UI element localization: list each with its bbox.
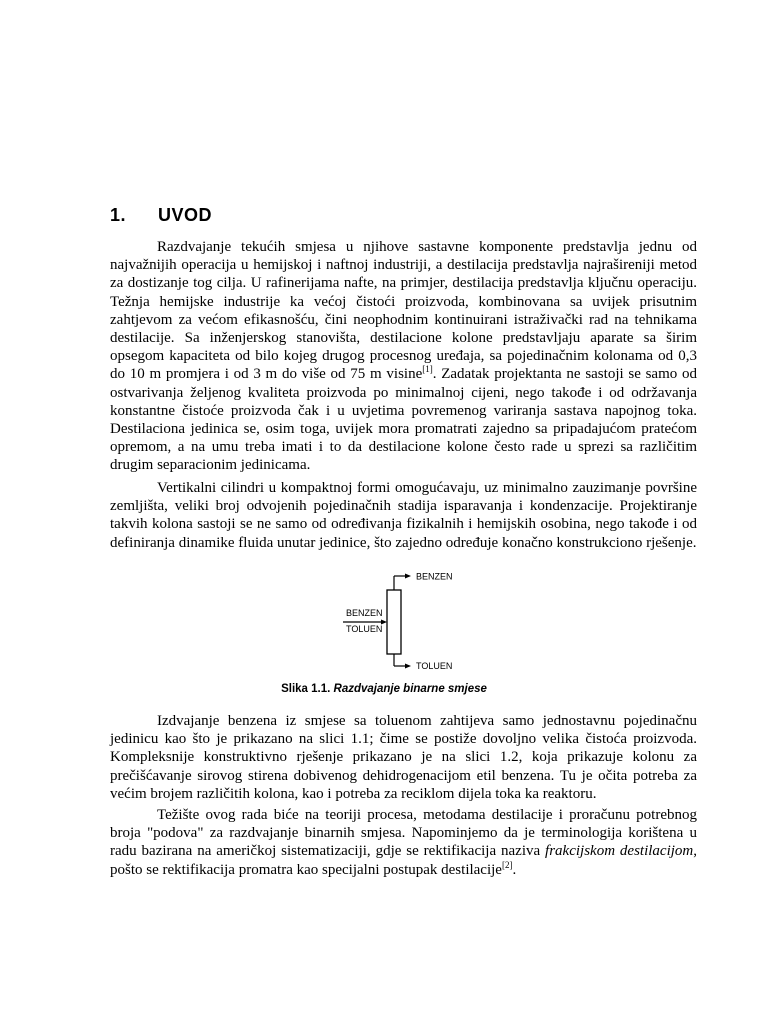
figure-distillation-column	[330, 565, 480, 675]
paragraph-4-text: Težište ovog rada biće na teoriji procesa, metodama destilacije i proračunu potrebnog broja "podova" za razdvajanje binarnih smjesa. Napominjemo da je terminologija korištena u radu bazirana na američkoj sistematizaciji, gdje se rektifikacija naziva	[110, 807, 697, 860]
paragraph-4-text-end: .	[512, 861, 517, 878]
section-title: UVOD	[158, 205, 213, 225]
paragraph-1-text: Razdvajanje tekućih smjesa u njihove sastavne komponente predstavlja jednu od najvažnijih operacija u hemijskoj i naftnoj industriji, a destilacija predstavlja najrašireniji metod za dostizanje tog cilja. U rafinerijama nafte, na primjer, destilacija predstavlja ključnu operaciju. Težnja hemijske industrije ka većoj čistoći proizvoda, kombinovana sa uvijek prisutnim zahtjevom za većom efikasnošću, čini neophodnim kontinuirani istraživački rad na tehnikama destilacije. Sa inženjerskog stanovišta, destilacione kolone predstavljaju aparate sa širim opsegom kapaciteta od bilo kojeg drugog procesnog uređaja, sa pojedinačnim kolonama od 0,3 do 10 m promjera i od 3 m do više od 75 m visine	[110, 239, 697, 383]
column-diagram	[330, 565, 480, 675]
caption-label: Slika 1.1.	[281, 683, 331, 695]
label-top-product: BENZEN	[416, 571, 453, 582]
figure-caption	[0, 683, 768, 695]
paragraph-1-text-cont: . Zadatak projektanta ne sastoji se samo od ostvarivanja željenog kvaliteta proizvoda po minimalnoj cijeni, nego takođe i od održavanja konstantne čistoće proizvoda čak i u uvjetima povremenog variranja sastava napojnog toka. Destilaciona jedinica se, osim toga, uvijek mora promatrati zajedno sa pripadajućom pratećom opremom, a na umu treba imati i to da destilacione kolone često rade u sprezi sa različitim drugim separacionim jedinicama.	[110, 366, 697, 474]
label-feed-toluen: TOLUEN	[346, 624, 383, 634]
column-body	[387, 590, 401, 654]
label-bottom-product: TOLUEN	[416, 661, 453, 671]
paragraph-1	[110, 238, 697, 475]
paragraph-2: Vertikalni cilindri u kompaktnoj formi omogućavaju, uz minimalno zauzimanje površine zemljišta, veliki broj odvojenih pojedinačnih stadija isparavanja i kondenzacije. Projektiranje takvih kolona sastoji se ne samo od određivanja fizikalnih i hemijskih osobina, nego takođe i od definiranja dinamike fluida unutar jedinice, što zajedno određuje konačno konstrukciono rješenje.	[110, 480, 697, 551]
paragraph-3: Izdvajanje benzena iz smjese sa toluenom zahtijeva samo jednostavnu pojedinačnu jedinicu kao što je prikazano na slici 1.1; čime se postiže dovoljno velika čistoća proizvoda. Kompleksnije konstruktivno rješenje prikazano je na slici 1.2, koja prikazuje kolonu za prečišćavanje sirovog stirena dobivenog dehidrogenacijom etil benzena. Tu je očita potreba za većim brojem različitih kolona, kao i potreba za reciklom dijela toka ka reaktoru.	[110, 713, 697, 802]
top-arrow-icon	[405, 574, 411, 579]
section-heading	[110, 205, 212, 226]
caption-title: Razdvajanje binarne smjese	[333, 683, 487, 695]
label-feed-benzen: BENZEN	[346, 608, 383, 618]
paragraph-4-italic-term: frakcijskom destilacijom	[545, 843, 694, 860]
reference-1: [1]	[422, 364, 433, 375]
paragraph-4	[110, 806, 697, 879]
paragraph-4-text-cont: , pošto se rektifikacija promatra kao specijalni postupak destilacije	[110, 843, 697, 878]
reference-2: [2]	[501, 859, 513, 870]
bottom-arrow-icon	[405, 664, 411, 669]
section-number: 1.	[110, 205, 127, 225]
